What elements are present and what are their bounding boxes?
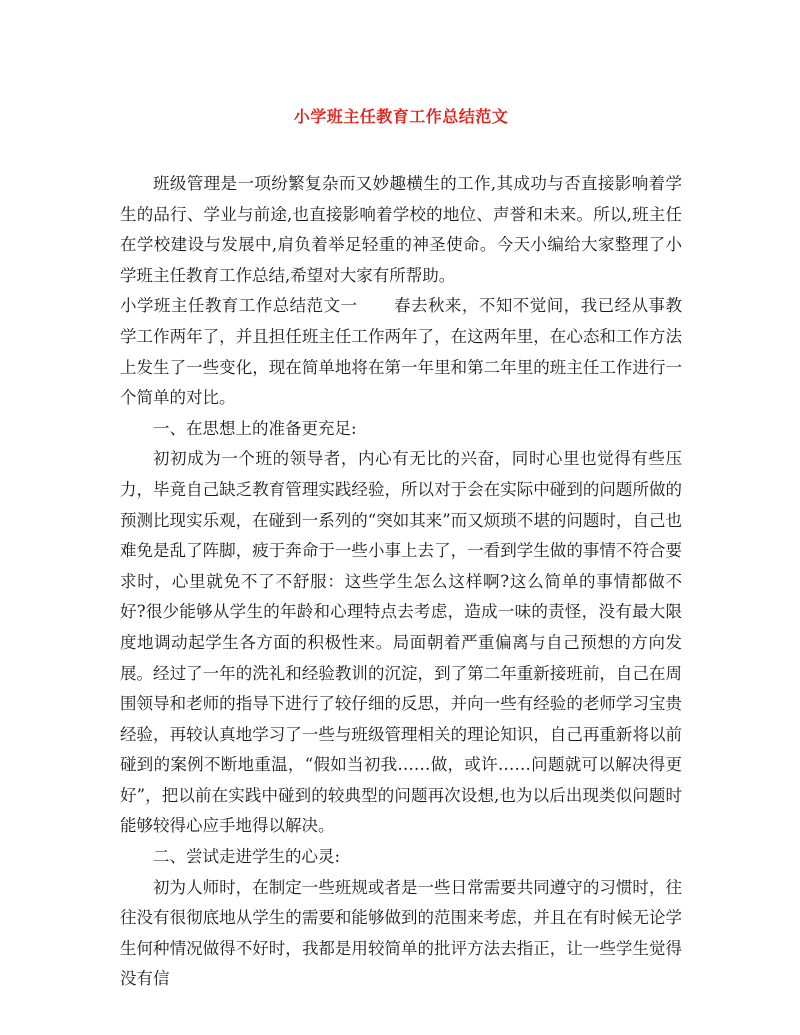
document-title: 小学班主任教育工作总结范文 xyxy=(293,107,509,126)
document-body xyxy=(120,169,682,995)
section-one-text: 春去秋来，不知不觉间，我已经从事教学工作两年了，并且担任班主任工作两年了，在这两年里，在心态和工作方法上发生了一些变化，现在简单地将在第一年里和第二年里的班主任工作进行一个简单的对比。 xyxy=(120,296,683,408)
paragraph-thought-preparation: 初初成为一个班的领导者，内心有无比的兴奋，同时心里也觉得有些压力，毕竟自己缺乏教育管理实践经验，所以对于会在实际中碰到的问题所做的预测比现实乐观，在碰到一系列的“突如其来”而又烦琐不堪的问题时，自己也难免是乱了阵脚，疲于奔命于一些小事上去了，一看到学生做的事情不符合要求时，心里就免不了不舒服：这些学生怎么这样啊?这么简单的事情都做不好?很少能够从学生的年龄和心理特点去考虑，造成一味的责怪，没有最大限度地调动起学生各方面的积极性来。局面朝着严重偏离与自己预想的方向发展。经过了一年的洗礼和经验教训的沉淀，到了第二年重新接班前，自己在周围领导和老师的指导下进行了较仔细的反思，并向一些有经验的老师学习宝贵经验，再较认真地学习了一些与班级管理相关的理论知识，自己再重新将以前碰到的案例不断地重温，“假如当初我……做，或许……问题就可以解决得更好”，把以前在实践中碰到的较典型的问题再次设想,也为以后出现类似问题时能够较得心应手地得以解决。 xyxy=(120,449,682,836)
heading-thought-preparation: 一、在思想上的准备更充足: xyxy=(153,418,357,438)
intro-paragraph: 班级管理是一项纷繁复杂而又妙趣横生的工作,其成功与否直接影响着学生的品行、学业与前途,也直接影响着学校的地位、声誉和未来。所以,班主任在学校建设与发展中,肩负着举足轻重的神圣使命。今天小编给大家整理了小学班主任教育工作总结,希望对大家有所帮助。 xyxy=(120,174,682,285)
paragraph-student-hearts: 初为人师时，在制定一些班规或者是一些日常需要共同遵守的习惯时，往往没有很彻底地从学生的需要和能够做到的范围来考虑，并且在有时候无论学生何种情况做得不好时，我都是用较简单的批评方法去指正，让一些学生觉得没有信 xyxy=(120,877,682,989)
section-one-paragraph xyxy=(120,291,682,413)
section-one-heading: 小学班主任教育工作总结范文一 xyxy=(120,296,358,316)
heading-student-hearts: 二、尝试走进学生的心灵: xyxy=(153,847,341,867)
